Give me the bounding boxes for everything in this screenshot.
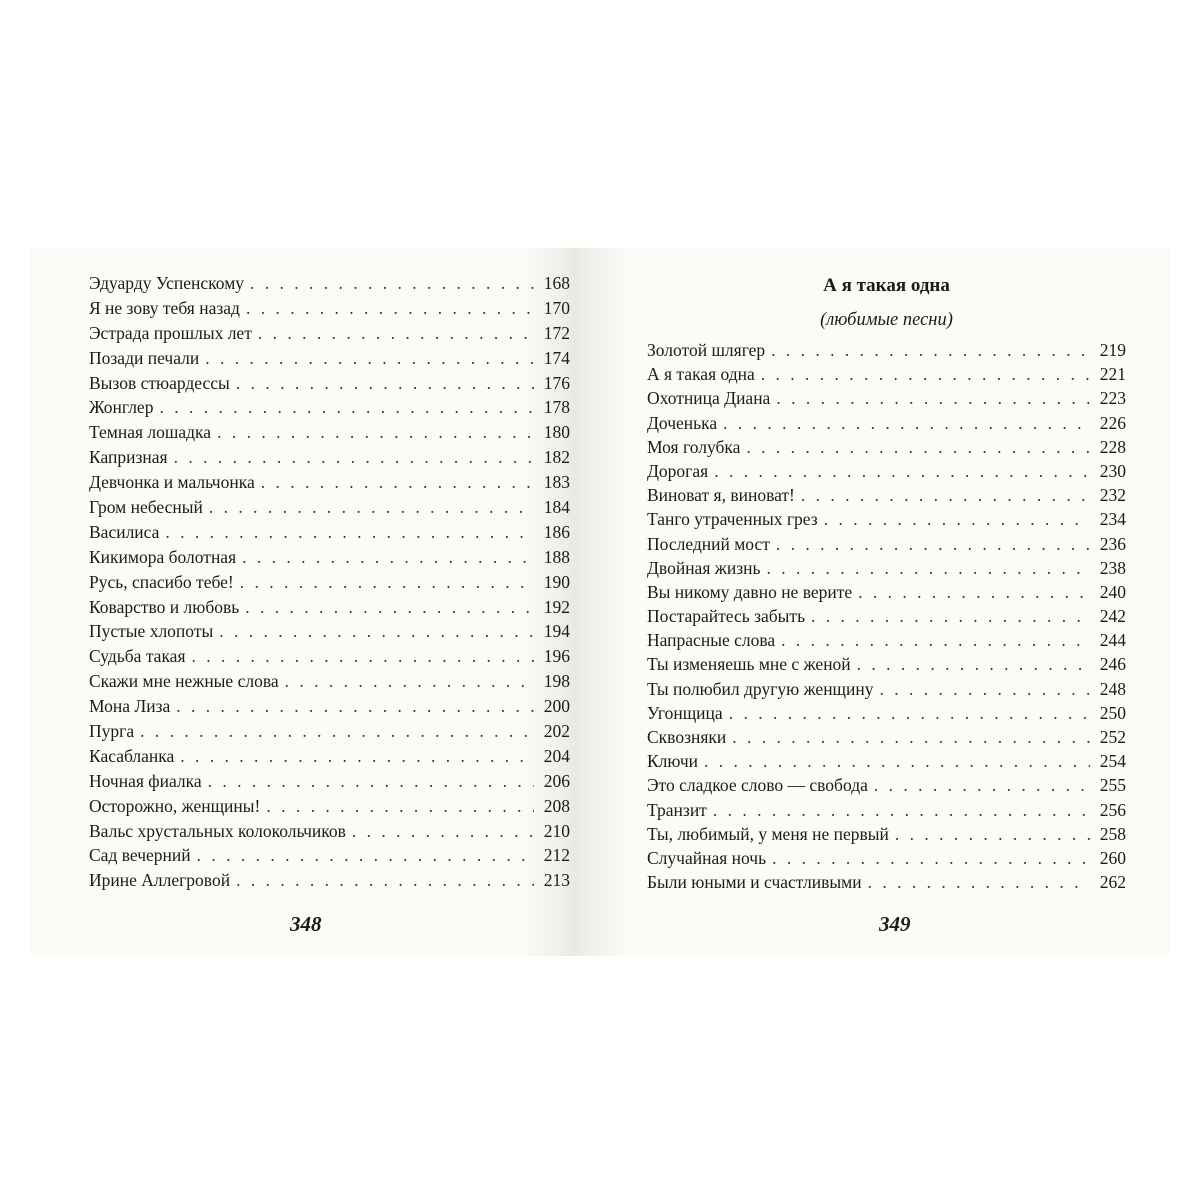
toc-entry-page: 176 <box>543 372 570 393</box>
toc-entry-page: 170 <box>543 297 570 318</box>
toc-entry-page: 204 <box>543 745 570 766</box>
toc-entry <box>89 794 570 819</box>
toc-entry <box>647 435 1126 459</box>
toc-dot-leader <box>776 386 1090 410</box>
toc-dot-leader <box>205 346 534 371</box>
toc-entry-title: Ты полюбил другую женщину <box>647 678 874 699</box>
toc-entry <box>647 580 1126 604</box>
toc-dot-leader <box>761 362 1090 386</box>
toc-entry-page: 250 <box>1099 702 1126 723</box>
toc-entry-page: 206 <box>543 770 570 791</box>
toc-entry <box>647 773 1126 797</box>
toc-entry-page: 255 <box>1099 775 1126 796</box>
toc-entry-title: Позади печали <box>89 347 200 368</box>
toc-dot-leader <box>159 395 534 420</box>
toc-dot-leader <box>285 669 534 694</box>
toc-entry-page: 186 <box>543 521 570 542</box>
toc-entry-title: Касабланка <box>89 745 175 766</box>
section-subtitle: (любимые песни) <box>820 310 953 330</box>
toc-entry-title: Дорогая <box>647 460 709 481</box>
toc-entry-title: Золотой шлягер <box>647 340 766 360</box>
toc-entry <box>89 619 570 644</box>
left-page-number: 348 <box>290 912 322 936</box>
toc-dot-leader <box>261 470 534 495</box>
toc-entry-page: 190 <box>543 571 570 592</box>
toc-dot-leader <box>176 694 534 719</box>
toc-entry-title: Ирине Аллегровой <box>89 870 231 891</box>
toc-entry-title: Ты, любимый, у меня не первый <box>647 823 889 844</box>
toc-dot-leader <box>723 411 1090 435</box>
toc-entry-title: Случайная ночь <box>647 847 767 868</box>
toc-entry-title: Судьба такая <box>89 646 186 667</box>
toc-dot-leader <box>208 769 534 794</box>
toc-dot-leader <box>242 545 534 570</box>
toc-dot-leader <box>165 520 534 545</box>
toc-entry-title: Последний мост <box>647 533 770 554</box>
right-page-number: 349 <box>879 912 911 936</box>
toc-entry-title: Двойная жизнь <box>647 557 761 578</box>
toc-entry-title: Темная лошадка <box>89 422 212 443</box>
toc-entry-title: Девчонка и мальчонка <box>89 472 255 493</box>
toc-entry <box>647 701 1126 725</box>
toc-entry <box>647 628 1126 652</box>
toc-dot-leader <box>209 495 534 520</box>
toc-entry-title: Осторожно, женщины! <box>89 795 261 816</box>
toc-entry-title: Виноват я, виноват! <box>647 485 795 506</box>
toc-entry <box>647 532 1126 556</box>
toc-entry-page: 230 <box>1099 460 1126 481</box>
toc-dot-leader <box>704 749 1090 773</box>
toc-entry-page: 183 <box>543 472 570 493</box>
toc-entry-page: 180 <box>543 422 570 443</box>
right-toc-list <box>647 338 1126 894</box>
toc-entry <box>89 495 570 520</box>
toc-entry <box>89 545 570 570</box>
toc-entry-page: 182 <box>543 447 570 468</box>
toc-entry-page: 238 <box>1099 557 1126 578</box>
toc-entry <box>647 870 1126 894</box>
toc-entry-title: Кикимора болотная <box>89 546 237 567</box>
toc-entry-page: 212 <box>543 845 570 866</box>
toc-dot-leader <box>245 595 534 620</box>
toc-entry <box>647 677 1126 701</box>
section-title: А я такая одна <box>823 275 950 296</box>
toc-entry-page: 172 <box>543 322 570 343</box>
toc-dot-leader <box>258 321 534 346</box>
toc-entry-title: Постарайтесь забыть <box>647 606 806 627</box>
toc-dot-leader <box>858 580 1090 604</box>
toc-entry-title: Моя голубка <box>647 436 741 457</box>
toc-dot-leader <box>895 822 1090 846</box>
toc-entry-title: Я не зову тебя назад <box>89 297 240 318</box>
toc-entry <box>89 395 570 420</box>
toc-entry-title: Русь, спасибо тебе! <box>89 571 234 592</box>
toc-entry-title: Жонглер <box>89 397 154 418</box>
toc-entry <box>647 749 1126 773</box>
toc-entry <box>89 445 570 470</box>
toc-entry-page: 184 <box>543 497 570 518</box>
toc-entry-title: Вы никому давно не верите <box>647 581 853 602</box>
toc-dot-leader <box>174 445 534 470</box>
toc-dot-leader <box>874 773 1090 797</box>
toc-entry-title: Доченька <box>647 412 718 433</box>
toc-dot-leader <box>240 570 534 595</box>
toc-entry-title: Транзит <box>647 799 707 820</box>
toc-entry-title: Мона Лиза <box>89 696 171 717</box>
toc-entry-page: 254 <box>1099 751 1126 772</box>
toc-entry-page: 194 <box>543 621 570 642</box>
toc-dot-leader <box>352 819 534 844</box>
toc-entry-page: 252 <box>1099 727 1126 747</box>
toc-entry-page: 228 <box>1099 436 1126 457</box>
toc-entry-title: Эстрада прошлых лет <box>89 322 252 343</box>
toc-dot-leader <box>713 798 1090 822</box>
toc-entry-page: 213 <box>543 870 570 891</box>
toc-entry <box>89 769 570 794</box>
toc-dot-leader <box>772 846 1090 870</box>
toc-entry <box>89 644 570 669</box>
toc-entry-page: 246 <box>1099 654 1126 675</box>
toc-entry <box>647 507 1126 531</box>
toc-entry-title: Сквозняки <box>647 727 727 747</box>
toc-entry-title: Охотница Диана <box>647 388 771 409</box>
toc-entry <box>89 271 570 296</box>
toc-entry-page: 219 <box>1099 340 1126 360</box>
toc-entry-title: Сад вечерний <box>89 845 191 866</box>
toc-entry-page: 240 <box>1099 581 1126 602</box>
toc-entry <box>89 296 570 321</box>
toc-entry-title: Угонщица <box>647 702 723 723</box>
toc-entry-title: Пурга <box>89 721 135 742</box>
toc-entry <box>647 411 1126 435</box>
toc-entry-page: 262 <box>1099 872 1126 893</box>
toc-dot-leader <box>217 420 534 445</box>
toc-entry <box>89 570 570 595</box>
toc-entry-page: 196 <box>543 646 570 667</box>
toc-entry <box>89 669 570 694</box>
toc-entry <box>89 321 570 346</box>
toc-entry-title: А я такая одна <box>647 364 755 385</box>
toc-entry-page: 221 <box>1099 364 1126 385</box>
toc-entry-page: 226 <box>1099 412 1126 433</box>
toc-entry-title: Ты изменяешь мне с женой <box>647 654 851 675</box>
toc-entry <box>647 386 1126 410</box>
toc-entry-title: Вальс хрустальных колокольчиков <box>89 820 346 841</box>
toc-entry-page: 174 <box>543 347 570 368</box>
toc-entry <box>647 652 1126 676</box>
toc-dot-leader <box>250 271 534 296</box>
toc-dot-leader <box>732 725 1090 749</box>
toc-entry-title: Коварство и любовь <box>89 596 240 617</box>
toc-dot-leader <box>219 619 534 644</box>
toc-entry-title: Вызов стюардессы <box>89 372 230 393</box>
toc-entry-title: Это сладкое слово — свобода <box>647 775 868 796</box>
toc-dot-leader <box>197 843 534 868</box>
toc-entry-page: 210 <box>543 820 570 841</box>
toc-entry <box>89 346 570 371</box>
toc-entry-title: Были юными и счастливыми <box>647 872 862 893</box>
toc-entry <box>647 362 1126 386</box>
toc-dot-leader <box>801 483 1090 507</box>
toc-dot-leader <box>811 604 1090 628</box>
toc-entry <box>647 604 1126 628</box>
toc-entry <box>647 338 1126 362</box>
toc-entry-page: 248 <box>1099 678 1126 699</box>
toc-entry-title: Скажи мне нежные слова <box>89 671 279 692</box>
toc-entry-page: 258 <box>1099 823 1126 844</box>
toc-dot-leader <box>192 644 535 669</box>
toc-entry-page: 188 <box>543 546 570 567</box>
toc-entry <box>89 371 570 396</box>
toc-entry <box>647 725 1126 749</box>
toc-entry <box>89 843 570 868</box>
toc-entry-page: 208 <box>543 795 570 816</box>
toc-entry-page: 223 <box>1099 388 1126 409</box>
toc-entry-title: Ночная фиалка <box>89 770 202 791</box>
toc-entry-title: Капризная <box>89 447 168 468</box>
toc-entry-page: 242 <box>1099 606 1126 627</box>
toc-dot-leader <box>729 701 1090 725</box>
toc-entry <box>89 719 570 744</box>
toc-entry <box>89 595 570 620</box>
toc-entry <box>89 520 570 545</box>
toc-dot-leader <box>236 371 534 396</box>
toc-dot-leader <box>868 870 1090 894</box>
toc-dot-leader <box>140 719 534 744</box>
toc-entry <box>89 694 570 719</box>
toc-entry <box>89 470 570 495</box>
toc-dot-leader <box>771 338 1090 362</box>
toc-dot-leader <box>246 296 534 321</box>
toc-entry-page: 260 <box>1099 847 1126 868</box>
toc-entry-title: Танго утраченных грез <box>647 509 818 530</box>
toc-entry <box>89 420 570 445</box>
toc-entry <box>647 459 1126 483</box>
toc-entry <box>647 798 1126 822</box>
toc-entry-page: 200 <box>543 696 570 717</box>
toc-entry-page: 234 <box>1099 509 1126 530</box>
toc-dot-leader <box>824 507 1090 531</box>
toc-entry-page: 178 <box>543 397 570 418</box>
toc-entry-page: 168 <box>543 273 570 293</box>
toc-entry <box>89 744 570 769</box>
toc-entry-title: Василиса <box>89 521 160 542</box>
toc-entry-title: Ключи <box>647 751 698 772</box>
toc-entry-title: Гром небесный <box>89 497 203 518</box>
toc-entry-title: Пустые хлопоты <box>89 621 214 642</box>
toc-entry-page: 232 <box>1099 485 1126 506</box>
toc-entry-page: 192 <box>543 596 570 617</box>
toc-dot-leader <box>714 459 1090 483</box>
toc-entry <box>647 822 1126 846</box>
left-page <box>30 248 570 956</box>
toc-entry-page: 202 <box>543 721 570 742</box>
toc-entry-title: Эдуарду Успенскому <box>89 273 245 293</box>
toc-entry <box>647 483 1126 507</box>
toc-entry <box>647 846 1126 870</box>
toc-dot-leader <box>746 435 1090 459</box>
toc-dot-leader <box>766 556 1090 580</box>
toc-dot-leader <box>236 868 534 893</box>
toc-dot-leader <box>781 628 1090 652</box>
left-toc-list <box>89 271 570 893</box>
toc-dot-leader <box>857 652 1090 676</box>
toc-entry-page: 244 <box>1099 630 1126 651</box>
toc-entry-page: 198 <box>543 671 570 692</box>
toc-entry-page: 236 <box>1099 533 1126 554</box>
toc-entry <box>647 556 1126 580</box>
toc-entry-page: 256 <box>1099 799 1126 820</box>
toc-dot-leader <box>776 532 1090 556</box>
toc-dot-leader <box>266 794 534 819</box>
toc-entry <box>89 868 570 893</box>
book-spread <box>30 248 1170 956</box>
toc-entry <box>89 819 570 844</box>
toc-entry-title: Напрасные слова <box>647 630 776 651</box>
toc-dot-leader <box>880 677 1090 701</box>
toc-dot-leader <box>180 744 534 769</box>
right-page <box>590 248 1170 956</box>
